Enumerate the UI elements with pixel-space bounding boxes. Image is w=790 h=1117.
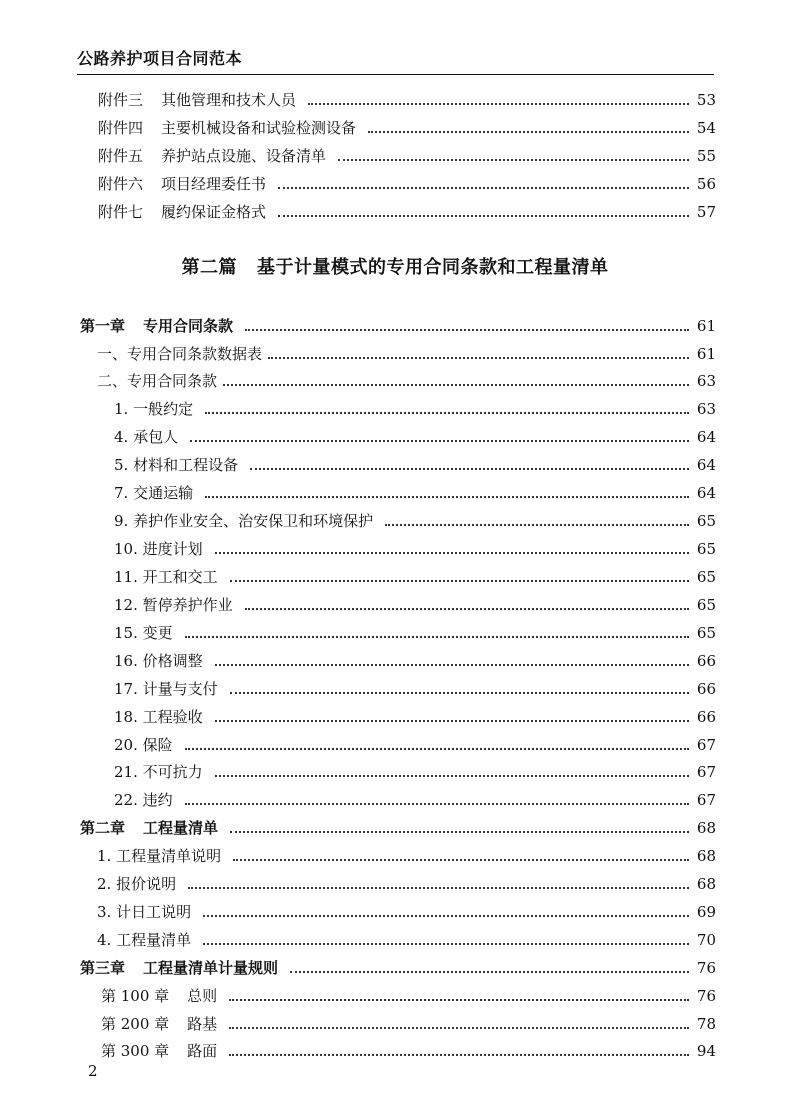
- item-title: 1. 工程量清单说明: [97, 847, 222, 865]
- toc-item[interactable]: [114, 675, 716, 699]
- leader-dots: [185, 636, 689, 638]
- leader-dots: [215, 775, 689, 777]
- section-title: 一、专用合同条款数据表: [97, 345, 263, 363]
- toc-chapter-2[interactable]: [80, 814, 716, 838]
- toc-item[interactable]: [97, 842, 716, 866]
- toc-section[interactable]: [97, 367, 716, 391]
- leader-dots: [278, 187, 689, 189]
- item-title: 1. 一般约定: [114, 400, 194, 418]
- appendix-num: 附件七: [98, 203, 144, 221]
- item-title: 15. 变更: [114, 624, 173, 642]
- leader-dots: [203, 943, 689, 945]
- leader-dots: [188, 887, 689, 889]
- item-title: 3. 计日工说明: [97, 903, 192, 921]
- chapter-num: 第二章: [80, 819, 126, 837]
- page-ref: 64: [696, 428, 716, 446]
- leader-dots: [268, 357, 689, 359]
- toc-item[interactable]: [114, 647, 716, 671]
- leader-dots: [290, 971, 689, 973]
- appendix-num: 附件六: [98, 175, 144, 193]
- appendix-title: 履约保证金格式: [161, 203, 267, 221]
- leader-dots: [338, 159, 689, 161]
- item-title: 路面: [187, 1042, 218, 1060]
- appendix-title: 项目经理委任书: [161, 175, 267, 193]
- leader-dots: [223, 384, 689, 386]
- toc-item[interactable]: [114, 758, 716, 782]
- page-ref: 68: [696, 819, 716, 837]
- leader-dots: [230, 580, 689, 582]
- leader-dots: [230, 831, 689, 833]
- leader-dots: [278, 215, 689, 217]
- appendix-title: 主要机械设备和试验检测设备: [161, 119, 357, 137]
- page-ref: 65: [696, 512, 716, 530]
- item-title: 4. 工程量清单: [97, 931, 192, 949]
- toc-entry-appendix-4[interactable]: [98, 114, 716, 138]
- leader-dots: [190, 440, 689, 442]
- toc-item[interactable]: [114, 395, 716, 419]
- toc-item[interactable]: [114, 591, 716, 615]
- leader-dots: [185, 748, 689, 750]
- leader-dots: [385, 524, 689, 526]
- page-ref: 55: [696, 147, 716, 165]
- page-ref: 78: [696, 1015, 716, 1033]
- toc-item[interactable]: [114, 563, 716, 587]
- toc-item[interactable]: [97, 926, 716, 950]
- item-title: 12. 暂停养护作业: [114, 596, 233, 614]
- page-ref: 61: [696, 345, 716, 363]
- page-ref: 67: [696, 736, 716, 754]
- leader-dots: [215, 664, 689, 666]
- toc-item[interactable]: [114, 786, 716, 810]
- leader-dots: [215, 720, 689, 722]
- toc-item[interactable]: [114, 619, 716, 643]
- leader-dots: [185, 803, 689, 805]
- page-ref: 67: [696, 791, 716, 809]
- page-ref: 76: [696, 987, 716, 1005]
- toc-item[interactable]: [114, 507, 716, 531]
- item-num: 第 100 章: [101, 987, 170, 1005]
- leader-dots: [205, 412, 689, 414]
- toc-entry-appendix-5[interactable]: [98, 142, 716, 166]
- toc-item[interactable]: [114, 479, 716, 503]
- toc-item[interactable]: [101, 1037, 716, 1061]
- item-title: 4. 承包人: [114, 428, 179, 446]
- page-ref: 65: [696, 624, 716, 642]
- page-ref: 64: [696, 456, 716, 474]
- leader-dots: [308, 103, 689, 105]
- toc-chapter-1[interactable]: [80, 312, 716, 336]
- leader-dots: [229, 1027, 689, 1029]
- toc-item[interactable]: [97, 898, 716, 922]
- item-title: 21. 不可抗力: [114, 763, 203, 781]
- appendix-num: 附件三: [98, 91, 144, 109]
- page-ref: 56: [696, 175, 716, 193]
- page-ref: 64: [696, 484, 716, 502]
- toc-entry-appendix-7[interactable]: [98, 198, 716, 222]
- item-title: 17. 计量与支付: [114, 680, 218, 698]
- item-title: 18. 工程验收: [114, 708, 203, 726]
- item-title: 2. 报价说明: [97, 875, 177, 893]
- item-title: 9. 养护作业安全、治安保卫和环境保护: [114, 512, 374, 530]
- header-title: 公路养护项目合同范本: [77, 49, 243, 68]
- page-ref: 63: [696, 372, 716, 390]
- toc-item[interactable]: [114, 451, 716, 475]
- chapter-title: 工程量清单计量规则: [143, 959, 279, 977]
- toc-section[interactable]: [97, 340, 716, 364]
- toc-item[interactable]: [97, 870, 716, 894]
- page-ref: 65: [696, 596, 716, 614]
- leader-dots: [205, 496, 689, 498]
- page-ref: 66: [696, 680, 716, 698]
- toc-item[interactable]: [114, 535, 716, 559]
- page-ref: 68: [696, 875, 716, 893]
- item-title: 20. 保险: [114, 736, 173, 754]
- page-ref: 63: [696, 400, 716, 418]
- item-title: 22. 违约: [114, 791, 173, 809]
- chapter-title: 专用合同条款: [143, 317, 234, 335]
- toc-item[interactable]: [101, 1010, 716, 1034]
- item-title: 5. 材料和工程设备: [114, 456, 239, 474]
- leader-dots: [245, 608, 689, 610]
- page-ref: 65: [696, 540, 716, 558]
- toc-entry-appendix-3[interactable]: [98, 86, 716, 110]
- item-num: 第 200 章: [101, 1015, 170, 1033]
- page-ref: 65: [696, 568, 716, 586]
- appendix-num: 附件五: [98, 147, 144, 165]
- page-ref: 54: [696, 119, 716, 137]
- part-num: 第二篇: [181, 257, 237, 278]
- item-title: 16. 价格调整: [114, 652, 203, 670]
- leader-dots: [245, 329, 689, 331]
- toc-item[interactable]: [101, 982, 716, 1006]
- item-title: 11. 开工和交工: [114, 568, 218, 586]
- toc-item[interactable]: [114, 423, 716, 447]
- leader-dots: [230, 692, 689, 694]
- appendix-title: 其他管理和技术人员: [161, 91, 297, 109]
- toc-chapter-3[interactable]: [80, 954, 716, 978]
- page-ref: 70: [696, 931, 716, 949]
- item-title: 路基: [187, 1015, 218, 1033]
- leader-dots: [215, 552, 689, 554]
- page-ref: 69: [696, 903, 716, 921]
- running-header: [77, 40, 714, 75]
- page-ref: 66: [696, 708, 716, 726]
- leader-dots: [233, 859, 689, 861]
- part-title-text: 基于计量模式的专用合同条款和工程量清单: [257, 257, 609, 278]
- toc-item[interactable]: [114, 703, 716, 727]
- page-ref: 68: [696, 847, 716, 865]
- leader-dots: [250, 468, 689, 470]
- chapter-num: 第一章: [80, 317, 126, 335]
- page-ref: 94: [696, 1042, 716, 1060]
- page-ref: 76: [696, 959, 716, 977]
- page-number: 2: [88, 1062, 98, 1080]
- item-title: 10. 进度计划: [114, 540, 203, 558]
- appendix-num: 附件四: [98, 119, 144, 137]
- leader-dots: [368, 131, 689, 133]
- page-ref: 61: [696, 317, 716, 335]
- leader-dots: [203, 915, 689, 917]
- page-ref: 57: [696, 203, 716, 221]
- leader-dots: [229, 1054, 689, 1056]
- chapter-title: 工程量清单: [143, 819, 219, 837]
- toc-entry-appendix-6[interactable]: [98, 170, 716, 194]
- appendix-title: 养护站点设施、设备清单: [161, 147, 327, 165]
- page-ref: 66: [696, 652, 716, 670]
- page-ref: 53: [696, 91, 716, 109]
- page-ref: 67: [696, 763, 716, 781]
- part-title: [0, 253, 790, 279]
- leader-dots: [229, 999, 689, 1001]
- item-title: 总则: [187, 987, 218, 1005]
- item-title: 7. 交通运输: [114, 484, 194, 502]
- toc-item[interactable]: [114, 731, 716, 755]
- section-title: 二、专用合同条款: [97, 372, 218, 390]
- item-num: 第 300 章: [101, 1042, 170, 1060]
- chapter-num: 第三章: [80, 959, 126, 977]
